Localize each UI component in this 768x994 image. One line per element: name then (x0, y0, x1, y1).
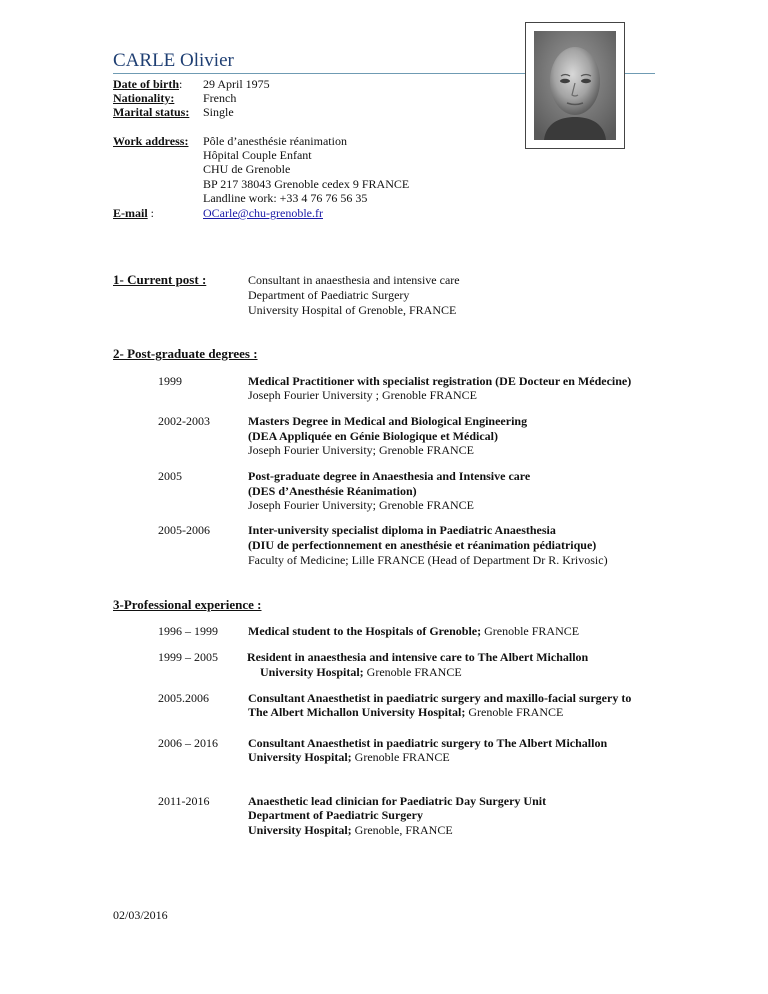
experience-heading: 3-Professional experience : (113, 597, 262, 612)
experience-line: Consultant Anaesthetist in paediatric surgery to The Albert Michallon (248, 736, 608, 750)
experience-years: 1999 – 2005 (158, 650, 218, 664)
degree-year: 2002-2003 (158, 414, 210, 428)
current-post-line: University Hospital of Grenoble, FRANCE (248, 303, 457, 317)
degree-institution: Joseph Fourier University ; Grenoble FRANCE (248, 388, 477, 402)
current-post-line: Department of Paediatric Surgery (248, 288, 410, 302)
degree-title: Medical Practitioner with specialist registration (DE Docteur en Médecine) (248, 374, 632, 388)
work-phone: Landline work: +33 4 76 76 56 35 (203, 191, 368, 205)
current-post-heading: 1- Current post : (113, 272, 207, 287)
experience-line: Medical student to the Hospitals of Grenoble; Grenoble FRANCE (248, 624, 580, 638)
dob-label: Date of birth: (113, 77, 183, 91)
marital-status-label: Marital status: (113, 105, 190, 119)
experience-line: Resident in anaesthesia and intensive care to The Albert Michallon (247, 650, 589, 664)
nationality-label: Nationality: (113, 91, 175, 105)
email-label: E-mail : (113, 206, 155, 220)
experience-line: University Hospital; Grenoble FRANCE (260, 665, 462, 679)
experience-years: 1996 – 1999 (158, 624, 218, 638)
degree-title: (DEA Appliquée en Génie Biologique et Médical) (248, 429, 499, 443)
nationality-value: French (203, 91, 237, 105)
current-post-line: Consultant in anaesthesia and intensive care (248, 273, 460, 287)
degree-title: (DES d’Anesthésie Réanimation) (248, 484, 417, 498)
cv-name: CARLE Olivier (113, 50, 234, 71)
work-address-line: Hôpital Couple Enfant (203, 148, 312, 162)
work-address-label: Work address: (113, 134, 189, 148)
degree-title: Post-graduate degree in Anaesthesia and Intensive care (248, 469, 531, 483)
experience-years: 2006 – 2016 (158, 736, 218, 750)
experience-line: The Albert Michallon University Hospital; Grenoble FRANCE (248, 705, 564, 719)
degree-institution: Joseph Fourier University; Grenoble FRANCE (248, 498, 474, 512)
degree-title: Inter-university specialist diploma in Paediatric Anaesthesia (248, 523, 556, 537)
degree-institution: Joseph Fourier University; Grenoble FRANCE (248, 443, 474, 457)
experience-line: University Hospital; Grenoble FRANCE (248, 750, 450, 764)
marital-status-value: Single (203, 105, 234, 119)
degree-title: Masters Degree in Medical and Biological Engineering (248, 414, 528, 428)
profile-photo (525, 22, 625, 149)
experience-line: University Hospital; Grenoble, FRANCE (248, 823, 453, 837)
degree-year: 2005-2006 (158, 523, 210, 537)
email-link[interactable]: OCarle@chu-grenoble.fr (203, 206, 323, 220)
experience-years: 2011-2016 (158, 794, 210, 808)
degree-title: (DIU de perfectionnement en anesthésie et réanimation pédiatrique) (248, 538, 597, 552)
work-address-line: BP 217 38043 Grenoble cedex 9 FRANCE (203, 177, 410, 191)
degree-year: 2005 (158, 469, 182, 483)
work-address-line: CHU de Grenoble (203, 162, 291, 176)
experience-line: Department of Paediatric Surgery (248, 808, 423, 822)
experience-line: Consultant Anaesthetist in paediatric surgery and maxillo-facial surgery to (248, 691, 632, 705)
experience-years: 2005.2006 (158, 691, 209, 705)
dob-value: 29 April 1975 (203, 77, 270, 91)
degrees-heading: 2- Post-graduate degrees : (113, 346, 258, 361)
experience-line: Anaesthetic lead clinician for Paediatric Day Surgery Unit (248, 794, 547, 808)
degree-institution: Faculty of Medicine; Lille FRANCE (Head of Department Dr R. Krivosic) (248, 553, 608, 567)
work-address-line: Pôle d’anesthésie réanimation (203, 134, 347, 148)
footer-date: 02/03/2016 (113, 908, 168, 922)
degree-year: 1999 (158, 374, 182, 388)
